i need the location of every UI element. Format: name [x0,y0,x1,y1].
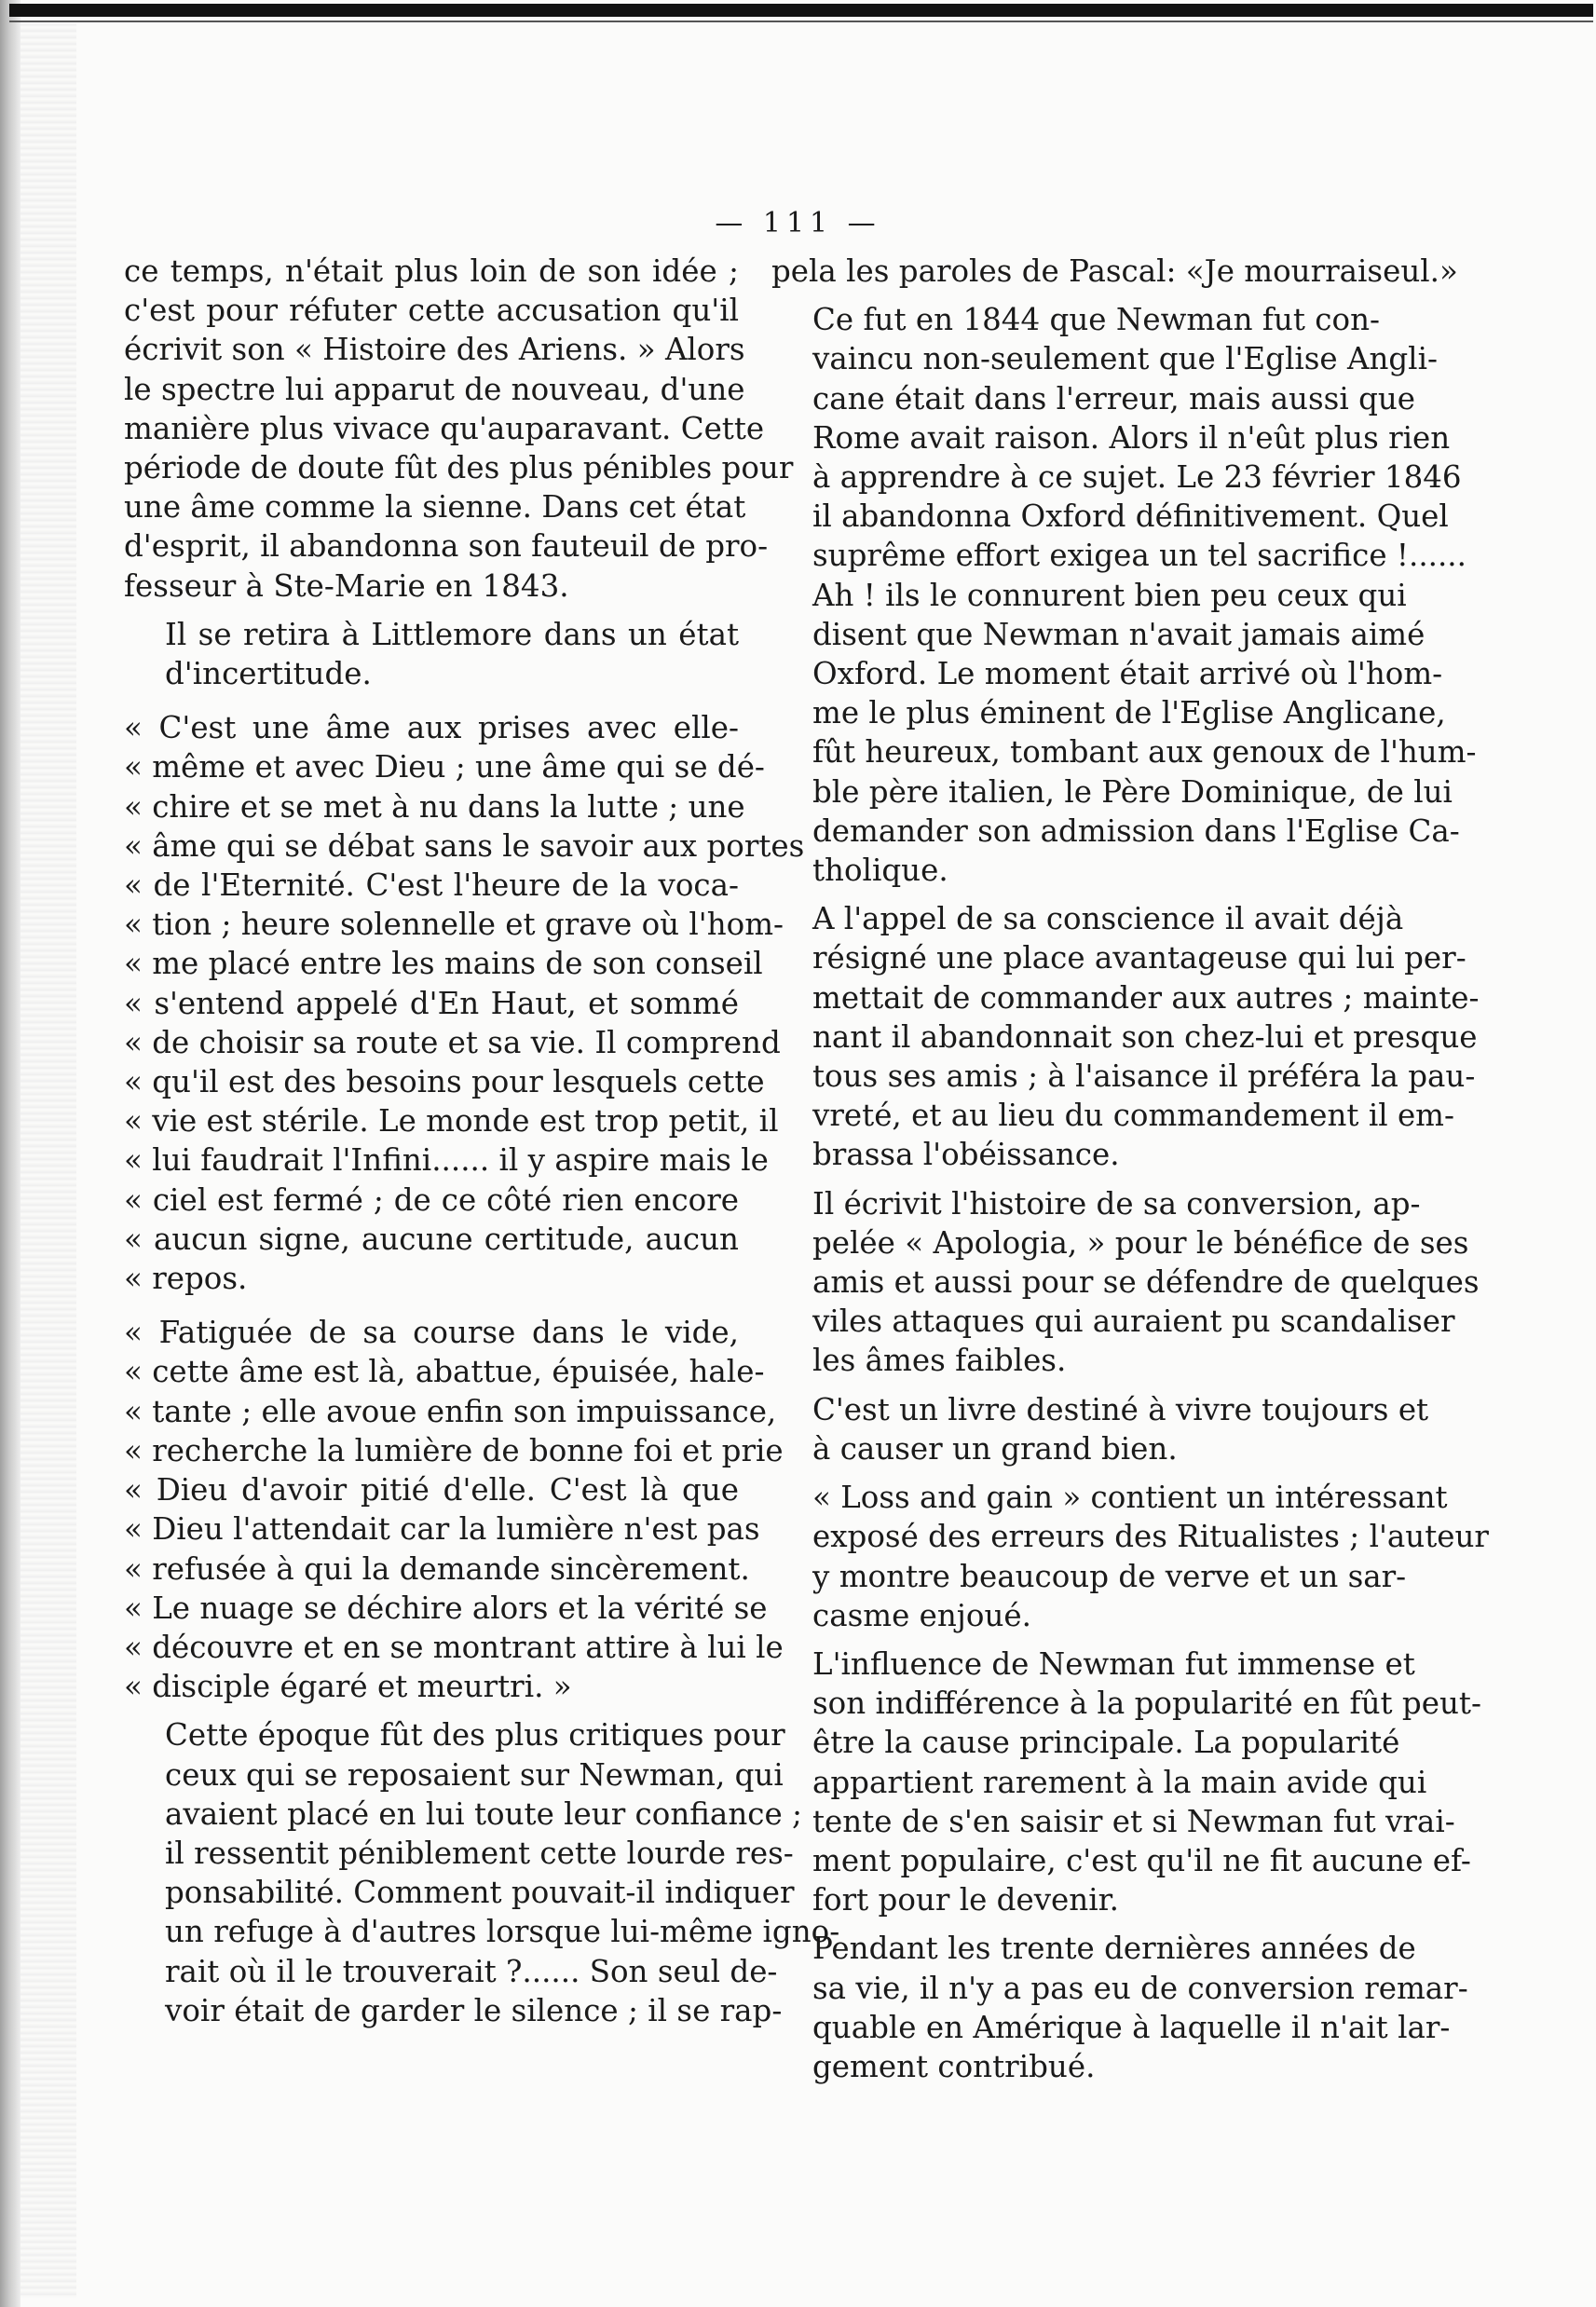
text-line: pelée « Apologia, » pour le bénéfice de ses [812,1224,1469,1261]
paragraph [124,252,794,606]
text-line: gement contribué. [812,2048,1096,2084]
text-line: « tion ; heure solennelle et grave où l'hom- [124,907,784,943]
scan-speckle-texture [20,24,76,2298]
text-line: fesseur à Ste-Marie en 1843. [124,567,569,604]
text-line: tente de s'en saisir et si Newman fut vrai- [812,1803,1455,1839]
paragraph [124,1313,784,1706]
text-line: résigné une place avantageuse qui lui per- [812,940,1466,976]
text-line: me le plus éminent de l'Eglise Anglicane, [812,695,1446,731]
text-line: « refusée à qui la demande sincèrement. [124,1550,750,1587]
right-column [771,252,1489,2095]
paragraph [771,1390,1429,1468]
paragraph [771,1184,1480,1381]
scan-top-border-thin [9,20,1593,22]
text-line: « lui faudrait l'Infini...... il y aspire mais le [124,1142,769,1179]
text-line: « de l'Eternité. C'est l'heure de la voca- [124,867,739,904]
text-line: un refuge à d'autres lorsque lui-même igno- [165,1914,840,1950]
text-line: « vie est stérile. Le monde est trop petit, il [124,1103,779,1140]
text-line: Rome avait raison. Alors il n'eût plus rien [812,419,1451,456]
text-line: fort pour le devenir. [812,1882,1119,1918]
paragraph [124,615,739,693]
paragraph [124,1715,840,2030]
text-line: ble père italien, le Père Dominique, de lui [812,773,1453,810]
text-line: ponsabilité. Comment pouvait-il indiquer [165,1875,795,1911]
text-line: « de choisir sa route et sa vie. Il comprend [124,1024,781,1060]
text-line: Ce fut en 1844 que Newman fut con- [812,302,1380,338]
text-line: « même et avec Dieu ; une âme qui se dé- [124,749,765,785]
text-line: à apprendre à ce sujet. Le 23 février 1846 [812,459,1462,496]
text-line: exposé des erreurs des Ritualistes ; l'auteur [812,1519,1489,1555]
text-line: Oxford. Le moment était arrivé où l'hom- [812,656,1443,692]
text-line: fût heureux, tombant aux genoux de l'hum- [812,734,1477,771]
text-line: écrivit son « Histoire des Ariens. » Alors [124,332,745,368]
text-line: vreté, et au lieu du commandement il em- [812,1098,1454,1134]
text-line: c'est pour réfuter cette accusation qu'il [124,293,739,329]
text-line: « C'est une âme aux prises avec elle- [124,710,739,746]
text-line: « ciel est fermé ; de ce côté rien encore [124,1181,739,1218]
text-line: Il se retira à Littlemore dans un état [165,616,739,652]
text-line: suprême effort exigea un tel sacrifice !...... [812,538,1466,574]
text-line: période de doute fût des plus pénibles pour [124,450,794,486]
text-line: il abandonna Oxford définitivement. Quel [812,498,1449,535]
scan-top-border [9,4,1593,17]
text-line: quable en Amérique à laquelle il n'ait lar- [812,2009,1451,2045]
text-line: d'incertitude. [165,656,372,692]
page-number: — 111 — [715,207,881,239]
text-line: « recherche la lumière de bonne foi et prie [124,1432,784,1468]
text-line: « Dieu l'attendait car la lumière n'est pas [124,1511,760,1548]
paragraph [771,252,1458,291]
text-line: « Fatiguée de sa course dans le vide, [124,1315,739,1351]
text-line: nant il abandonnait son chez-lui et presque [812,1018,1478,1055]
text-line: Ah ! ils le connurent bien peu ceux qui [812,577,1407,613]
paragraph [771,1478,1489,1635]
text-line: « qu'il est des besoins pour lesquels cette [124,1064,765,1100]
text-line: tous ses amis ; à l'aisance il préféra la pau- [812,1058,1476,1095]
text-line: ce temps, n'était plus loin de son idée ; [124,253,739,289]
text-line: « chire et se met à nu dans la lutte ; une [124,788,745,825]
text-line: voir était de garder le silence ; il se rap- [165,1992,783,2028]
text-line: vaincu non-seulement que l'Eglise Angli- [812,341,1438,377]
text-line: disent que Newman n'avait jamais aimé [812,616,1425,652]
text-line: Il écrivit l'histoire de sa conversion, ap- [812,1185,1421,1222]
text-line: cane était dans l'erreur, mais aussi que [812,380,1416,416]
text-line: « Le nuage se déchire alors et la vérité se [124,1590,768,1626]
text-line: Cette époque fût des plus critiques pour [165,1717,785,1754]
text-line: mettait de commander aux autres ; mainte- [812,979,1480,1016]
text-line: « découvre et en se montrant attire à lui le [124,1629,784,1665]
text-line: « Loss and gain » contient un intéressant [812,1480,1448,1516]
left-column [124,252,840,2040]
text-line: sa vie, il n'y a pas eu de conversion remar- [812,1970,1468,2006]
text-line: une âme comme la sienne. Dans cet état [124,489,746,526]
paragraph [124,708,805,1298]
text-line: les âmes faibles. [812,1343,1067,1379]
text-line: avaient placé en lui toute leur confiance ; [165,1795,802,1832]
text-line: ceux qui se reposaient sur Newman, qui [165,1756,784,1793]
paragraph [771,1645,1481,1919]
text-line: casme enjoué. [812,1597,1031,1633]
text-line: A l'appel de sa conscience il avait déjà [812,901,1404,937]
text-line: « aucun signe, aucune certitude, aucun [124,1221,739,1257]
text-line: C'est un livre destiné à vivre toujours et [812,1391,1429,1427]
text-line: être la cause principale. La popularité [812,1725,1400,1761]
paragraph [771,899,1480,1174]
text-line: Pendant les trente dernières années de [812,1931,1416,1967]
text-line: brassa l'obéissance. [812,1137,1120,1173]
scan-left-edge-shadow [0,0,20,2307]
text-line: y montre beaucoup de verve et un sar- [812,1558,1407,1594]
text-line: manière plus vivace qu'auparavant. Cette [124,410,765,446]
text-line: demander son admission dans l'Eglise Ca- [812,812,1460,849]
text-line: il ressentit péniblement cette lourde res- [165,1835,794,1871]
text-line: L'influence de Newman fut immense et [812,1645,1415,1682]
text-line: rait où il le trouverait ?...... Son seul de- [165,1953,778,1989]
text-line: tholique. [812,853,948,889]
text-line: ment populaire, c'est qu'il ne fit aucune ef- [812,1842,1471,1878]
text-line: pela les paroles de Pascal: «Je mourraiseul.» [771,253,1458,289]
text-line: « âme qui se débat sans le savoir aux portes [124,827,805,864]
text-line: « repos. [124,1261,248,1297]
text-line: le spectre lui apparut de nouveau, d'une [124,371,745,407]
text-line: « me placé entre les mains de son conseil [124,946,763,982]
text-line: « s'entend appelé d'En Haut, et sommé [124,985,739,1021]
text-line: « cette âme est là, abattue, épuisée, hale- [124,1354,765,1390]
text-line: « disciple égaré et meurtri. » [124,1669,572,1705]
text-line: son indifférence à la popularité en fût peut- [812,1686,1481,1722]
text-line: appartient rarement à la main avide qui [812,1764,1427,1800]
paragraph [771,300,1477,890]
text-line: à causer un grand bien. [812,1430,1178,1467]
text-line: « tante ; elle avoue enfin son impuissance, [124,1393,777,1429]
text-line: d'esprit, il abandonna son fauteuil de pro- [124,528,769,565]
text-line: « Dieu d'avoir pitié d'elle. C'est là que [124,1472,739,1508]
text-line: viles attaques qui auraient pu scandaliser [812,1304,1455,1340]
paragraph [771,1929,1468,2086]
text-line: amis et aussi pour se défendre de quelques [812,1264,1480,1301]
